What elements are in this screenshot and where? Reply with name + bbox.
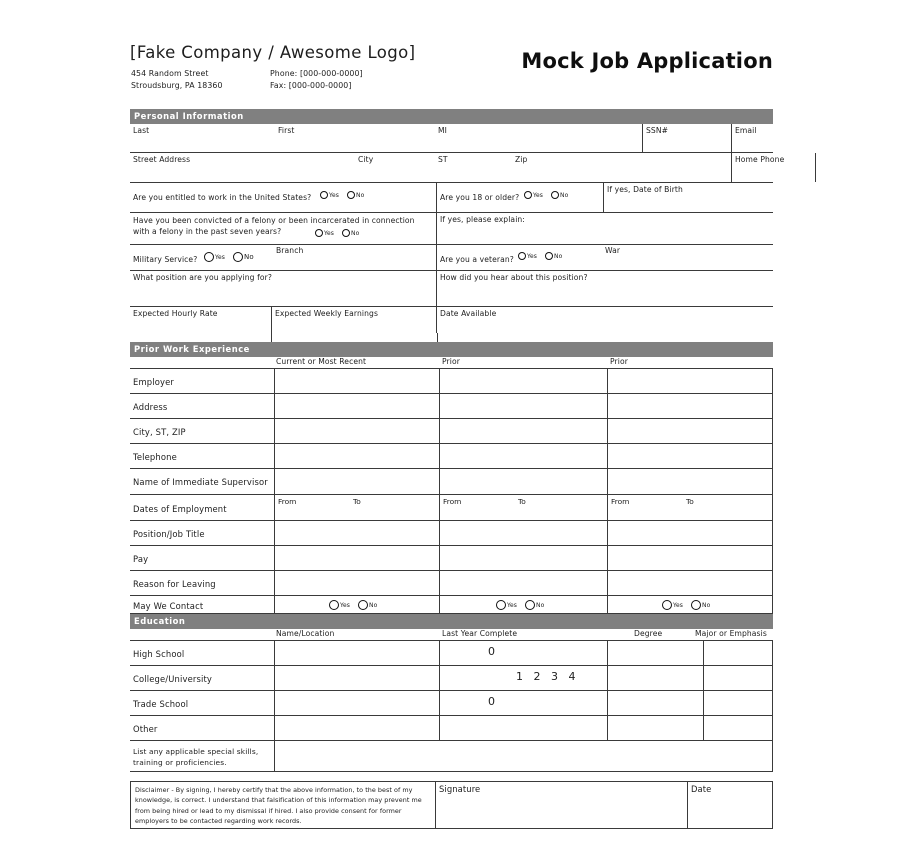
work-row-label-city-state-zip: City, ST, ZIP [133,427,186,437]
work-cell-pay-current[interactable] [274,546,440,570]
position-row [130,271,773,306]
radio-group-felony[interactable] [315,229,364,237]
work-cell-dates-prior2[interactable] [608,495,773,520]
radio-contact-prior1-no[interactable] [525,600,544,610]
education-row-high-school [130,640,773,665]
label-ssn: SSN# [646,126,669,135]
education-cell-degree-college[interactable] [608,666,704,690]
label-email: Email [735,126,757,135]
work-cell-position-current[interactable] [274,521,440,545]
radio-label-no: No [356,191,365,199]
field-signature-date[interactable] [688,782,773,828]
education-row-label-high-school: High School [133,649,185,659]
education-col-header-3: Major or Emphasis [695,629,767,638]
radio-felony-no[interactable] [342,229,359,237]
education-years-high-school: 0 [488,645,499,658]
label-from: From [278,497,297,506]
field-home-phone[interactable] [731,153,815,182]
label-last-name: Last [133,126,150,135]
work-col-header-0: Current or Most Recent [276,357,367,366]
radio-veteran-yes[interactable] [518,252,537,260]
work-cell-supervisor-current[interactable] [274,469,440,494]
field-ssn[interactable] [642,124,731,152]
work-experience-grid [130,357,773,614]
work-cell-dates-current[interactable] [274,495,440,520]
field-signature[interactable] [436,782,688,828]
work-cell-address-prior2[interactable] [608,394,773,418]
work-row-label-pay: Pay [133,554,149,564]
work-cell-pay-prior2[interactable] [608,546,773,570]
education-cell-years-trade-school[interactable] [440,691,608,715]
radio-label-yes: Yes [215,253,225,261]
education-row-label-trade-school: Trade School [133,699,189,709]
education-cell-name-other[interactable] [274,716,440,740]
work-experience-column-headers [130,357,773,368]
label-felony-explanation: If yes, please explain: [440,215,525,224]
label-zip: Zip [515,155,528,164]
education-col-header-1: Last Year Complete [442,629,518,638]
company-phone: Phone: [000-000-0000] [270,69,363,78]
work-col-header-1: Prior [442,357,460,366]
education-cell-skills[interactable] [274,741,773,771]
expected-pay-row [130,307,773,333]
radio-label-no: No [536,601,545,609]
education-row-label-other: Other [133,724,158,734]
masthead [130,43,773,109]
company-address-line1: 454 Random Street [131,69,209,78]
work-row-reason-leaving [130,570,773,595]
work-row-label-may-we-contact: May We Contact [133,601,204,611]
label-work-eligibility: Are you entitled to work in the United States? [133,193,312,202]
work-cell-contact-prior1[interactable] [440,596,608,613]
radio-circle-icon[interactable] [545,252,553,260]
radio-group-age[interactable] [524,191,573,199]
company-address-line2: Stroudsburg, PA 18360 [131,81,223,90]
label-from: From [611,497,630,506]
education-cell-major-college[interactable] [704,666,773,690]
form-sheet [111,27,785,826]
education-col-header-0: Name/Location [276,629,335,638]
work-row-telephone [130,443,773,468]
field-referral-source[interactable] [436,271,773,306]
footer-grid [130,781,773,829]
radio-contact-prior2-no[interactable] [691,600,710,610]
work-cell-pay-prior1[interactable] [440,546,608,570]
work-row-city-state-zip [130,418,773,443]
education-row-label-college: College/University [133,674,213,684]
label-street-address: Street Address [133,155,191,164]
field-expected-hourly-rate[interactable] [130,307,271,333]
work-cell-address-prior1[interactable] [440,394,608,418]
radio-contact-prior1-yes[interactable] [496,600,517,610]
page-title: Mock Job Application [521,49,773,73]
radio-circle-icon[interactable] [518,252,526,260]
radio-military-yes[interactable] [204,252,225,262]
disclaimer-block [130,782,436,828]
section-header-education: Education [130,614,773,629]
work-row-pay [130,545,773,570]
field-date-available[interactable] [436,307,773,333]
label-age-18-or-older: Are you 18 or older? [440,193,520,202]
work-cell-supervisor-prior2[interactable] [608,469,773,494]
label-signature-date: Date [691,784,712,794]
label-first-name: First [278,126,295,135]
label-to: To [518,497,526,506]
education-row-other [130,715,773,740]
education-cell-degree-high-school[interactable] [608,641,704,665]
radio-circle-icon[interactable] [662,600,672,610]
radio-circle-icon[interactable] [525,600,535,610]
label-position-applying-for: What position are you applying for? [133,273,272,282]
work-cell-city-current[interactable] [274,419,440,443]
name-row [130,124,773,152]
work-cell-employer-prior2[interactable] [608,369,773,393]
work-cell-employer-current[interactable] [274,369,440,393]
work-cell-address-current[interactable] [274,394,440,418]
education-cell-degree-other[interactable] [608,716,704,740]
label-middle-initial: MI [438,126,447,135]
work-row-label-telephone: Telephone [133,452,177,462]
footer-gap [130,772,773,781]
work-cell-telephone-prior1[interactable] [440,444,608,468]
company-logo: [Fake Company / Awesome Logo] [130,43,416,62]
work-row-label-address: Address [133,402,168,412]
radio-circle-icon[interactable] [233,252,243,262]
radio-label-no: No [702,601,711,609]
label-to: To [353,497,361,506]
label-date-of-birth: If yes, Date of Birth [607,185,683,194]
label-expected-weekly-earnings: Expected Weekly Earnings [275,309,379,318]
education-cell-major-trade-school[interactable] [704,691,773,715]
field-military-service[interactable] [130,245,436,270]
field-work-eligibility[interactable] [130,183,436,212]
eligibility-row [130,183,773,212]
work-cell-employer-prior1[interactable] [440,369,608,393]
radio-circle-icon[interactable] [347,191,355,199]
radio-label-no: No [369,601,378,609]
work-cell-reason-current[interactable] [274,571,440,595]
work-row-label-position-title: Position/Job Title [133,529,205,539]
education-col-header-2: Degree [634,629,663,638]
personal-information-grid [130,124,785,333]
radio-group-veteran[interactable] [518,252,567,260]
military-row [130,245,773,270]
education-cell-name-college[interactable] [274,666,440,690]
work-row-label-reason-leaving: Reason for Leaving [133,579,216,589]
section-header-prior-work-experience: Prior Work Experience [130,342,773,357]
work-cell-supervisor-prior1[interactable] [440,469,608,494]
radio-circle-icon[interactable] [204,252,214,262]
education-cell-years-other[interactable] [440,716,608,740]
work-cell-position-prior1[interactable] [440,521,608,545]
label-military-service: Military Service? [133,255,198,264]
radio-military-no[interactable] [233,252,254,262]
radio-veteran-no[interactable] [545,252,562,260]
radio-label-yes: Yes [507,601,517,609]
radio-group-contact-current[interactable] [329,600,382,610]
radio-label-yes: Yes [324,229,334,237]
field-street-address[interactable] [130,153,731,182]
education-row-trade-school [130,690,773,715]
education-cell-years-college[interactable] [440,666,608,690]
work-row-employer [130,368,773,393]
label-home-phone: Home Phone [735,155,785,164]
work-row-label-supervisor: Name of Immediate Supervisor [133,477,268,487]
education-row-college [130,665,773,690]
address-row [130,153,785,182]
label-from: From [443,497,462,506]
form-inner [130,43,785,829]
radio-age-yes[interactable] [524,191,543,199]
pay-row-stub [130,333,773,342]
radio-contact-current-yes[interactable] [329,600,350,610]
work-row-dates [130,494,773,520]
education-cell-degree-trade-school[interactable] [608,691,704,715]
work-row-label-employer: Employer [133,377,174,387]
radio-age-no[interactable] [551,191,568,199]
radio-label-yes: Yes [673,601,683,609]
work-row-supervisor [130,468,773,494]
radio-label-no: No [560,191,569,199]
radio-group-military[interactable] [204,252,259,262]
field-position-applying-for[interactable] [130,271,436,306]
work-cell-contact-prior2[interactable] [608,596,773,613]
label-referral-source: How did you hear about this position? [440,273,588,282]
work-cell-position-prior2[interactable] [608,521,773,545]
work-row-address [130,393,773,418]
radio-work-eligibility-yes[interactable] [320,191,339,199]
education-column-headers [130,629,773,640]
work-cell-reason-prior1[interactable] [440,571,608,595]
radio-group-contact-prior2[interactable] [662,600,715,610]
radio-circle-icon[interactable] [358,600,368,610]
label-city: City [358,155,374,164]
radio-label-no: No [244,253,254,261]
education-cell-name-high-school[interactable] [274,641,440,665]
education-cell-years-high-school[interactable] [440,641,608,665]
felony-row [130,213,773,244]
work-cell-contact-current[interactable] [274,596,440,613]
education-cell-major-other[interactable] [704,716,773,740]
work-col-header-2: Prior [610,357,628,366]
work-cell-telephone-current[interactable] [274,444,440,468]
label-date-available: Date Available [440,309,497,318]
company-fax: Fax: [000-000-0000] [270,81,352,90]
radio-circle-icon[interactable] [320,191,328,199]
label-war: War [605,246,621,255]
label-state: ST [438,155,448,164]
work-row-label-dates: Dates of Employment [133,504,227,514]
radio-work-eligibility-no[interactable] [347,191,364,199]
education-years-trade-school: 0 [488,695,499,708]
education-cell-name-trade-school[interactable] [274,691,440,715]
radio-felony-yes[interactable] [315,229,334,237]
field-expected-weekly-earnings[interactable] [271,307,436,333]
radio-circle-icon[interactable] [551,191,559,199]
field-email[interactable] [731,124,773,152]
radio-group-contact-prior1[interactable] [496,600,549,610]
field-veteran[interactable] [436,245,773,270]
radio-label-no: No [351,229,360,237]
radio-circle-icon[interactable] [524,191,532,199]
radio-group-work-eligibility[interactable] [320,191,369,199]
work-cell-city-prior2[interactable] [608,419,773,443]
education-cell-major-high-school[interactable] [704,641,773,665]
work-cell-reason-prior2[interactable] [608,571,773,595]
radio-contact-prior2-yes[interactable] [662,600,683,610]
radio-circle-icon[interactable] [496,600,506,610]
education-grid [130,629,773,772]
radio-circle-icon[interactable] [342,229,350,237]
signature-row [130,781,773,829]
radio-label-no: No [554,252,563,260]
field-felony-explanation[interactable] [436,213,773,244]
radio-circle-icon[interactable] [691,600,701,610]
disclaimer-text: Disclaimer - By signing, I hereby certify that the above information, to the best of my knowledge, is correct. I understand that falsification of this information may prevent me from being hired or lead to my dismissal if hired. I also provide consent for former employers to be contacted regarding work records. [135,786,422,826]
work-row-position-title [130,520,773,545]
radio-circle-icon[interactable] [315,229,323,237]
education-row-label-skills: List any applicable special skills, training or proficiencies. [133,747,259,768]
field-last-name[interactable] [130,124,642,152]
section-header-personal-information: Personal Information [130,109,773,124]
radio-contact-current-no[interactable] [358,600,377,610]
work-cell-telephone-prior2[interactable] [608,444,773,468]
field-date-of-birth[interactable] [603,183,773,212]
label-to: To [686,497,694,506]
work-row-may-we-contact [130,595,773,614]
field-mobile-phone[interactable] [815,153,816,182]
radio-circle-icon[interactable] [329,600,339,610]
label-signature: Signature [439,784,481,794]
education-years-college: 1 2 3 4 [516,670,579,683]
work-cell-dates-prior1[interactable] [440,495,608,520]
work-cell-city-prior1[interactable] [440,419,608,443]
radio-label-yes: Yes [329,191,339,199]
field-age-18-or-older[interactable] [436,183,603,212]
label-veteran: Are you a veteran? [440,255,514,264]
label-military-branch: Branch [276,246,304,255]
radio-label-yes: Yes [340,601,350,609]
stub-cell [271,333,438,342]
label-expected-hourly-rate: Expected Hourly Rate [133,309,218,318]
education-row-skills [130,740,773,772]
field-felony-question[interactable] [130,213,436,244]
radio-label-yes: Yes [527,252,537,260]
radio-label-yes: Yes [533,191,543,199]
label-felony-question: Have you been convicted of a felony or been incarcerated in connection with a felony in the past seven years? [133,216,415,236]
